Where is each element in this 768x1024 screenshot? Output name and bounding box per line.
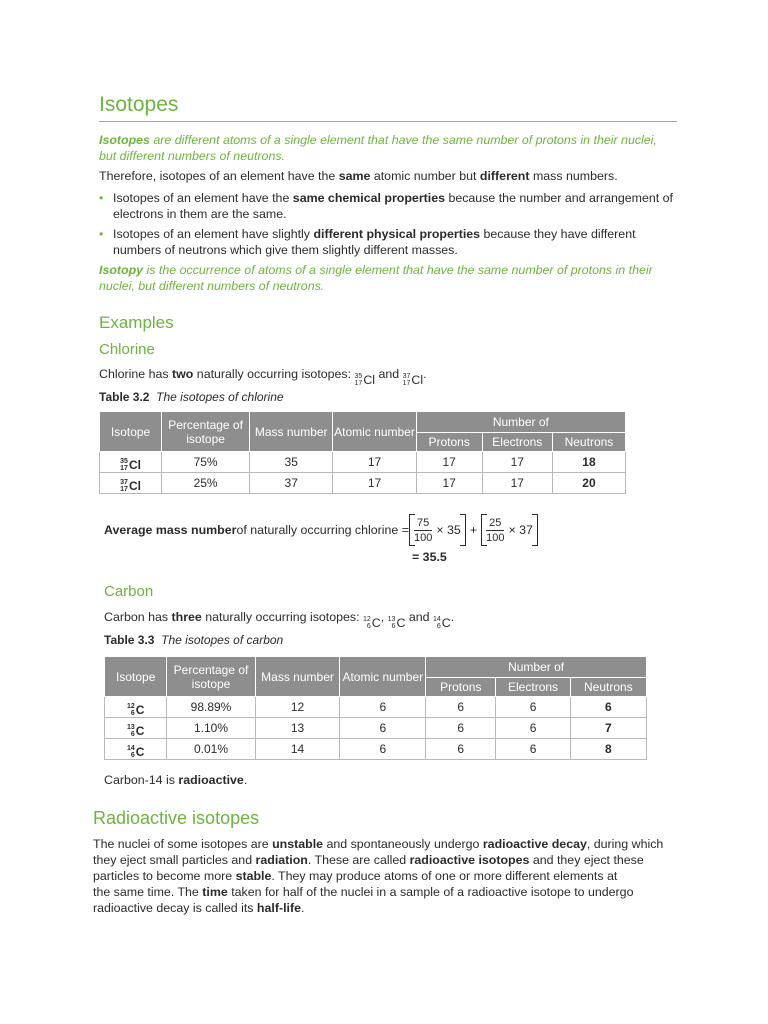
nuclide-c14 (433, 615, 451, 631)
nuclide-symbol: Cl (128, 479, 141, 493)
carbon-note-bold: radioactive (178, 773, 244, 787)
cell-mass-number: 13 (255, 718, 340, 739)
caption-label: Table 3.2 (99, 390, 150, 404)
fraction-numerator: 75 (414, 516, 432, 531)
table-row (100, 473, 626, 494)
nuclide-c12 (127, 703, 144, 717)
radio-text-6: and they eject these (529, 853, 644, 867)
average-mass-equation (104, 512, 538, 548)
carbon-intro (104, 609, 689, 631)
section-title-isotopes: Isotopes (99, 93, 179, 116)
carbon-and: and (405, 610, 433, 624)
nuclide-mass: 35 (120, 458, 128, 465)
therefore-text-a: Therefore, isotopes of an element have the (99, 169, 339, 183)
cell-isotope (100, 473, 162, 494)
carbon-note-c: . (243, 773, 248, 787)
radio-bold-half-life: half-life (256, 901, 301, 915)
nuclide-symbol: C (371, 616, 381, 630)
therefore-text-b: atomic number but (370, 169, 480, 183)
radio-bold-isotopes: radioactive isotopes (409, 853, 530, 867)
nuclide-mass: 14 (432, 616, 441, 623)
bullet2-text-a: Isotopes of an element have slightly (113, 227, 314, 241)
section-title-examples: Examples (99, 313, 174, 332)
col-header-electrons: Electrons (496, 678, 570, 697)
caption-text: The isotopes of carbon (161, 633, 284, 647)
radio-text-5: . These are called (307, 853, 410, 867)
chlorine-intro-a: Chlorine has (99, 367, 173, 381)
nuclide-number: 17 (354, 380, 363, 387)
radio-bold-decay: radioactive decay (482, 837, 587, 851)
cell-protons: 6 (426, 697, 496, 718)
cell-percentage: 25% (162, 473, 250, 494)
chlorine-end: . (423, 367, 427, 381)
carbon-14-note (104, 772, 689, 788)
cell-isotope (100, 452, 162, 473)
table-caption-chlorine (99, 390, 284, 404)
cell-electrons: 6 (496, 718, 570, 739)
average-mass-result: = 35.5 (412, 550, 447, 564)
nuclide-number: 6 (130, 710, 135, 717)
fraction-numerator: 25 (486, 516, 504, 531)
nuclide-mass: 12 (363, 616, 371, 623)
cell-protons: 6 (426, 718, 496, 739)
cell-electrons: 17 (482, 473, 552, 494)
cell-mass-number: 35 (250, 452, 333, 473)
caption-text: The isotopes of chlorine (156, 390, 284, 404)
radio-bold-unstable: unstable (272, 837, 324, 851)
bullet-dot-icon: • (99, 227, 104, 241)
nuclide-number: 6 (391, 623, 396, 630)
cell-isotope (105, 718, 167, 739)
table-row (105, 718, 647, 739)
bullet1-text-c: because the number and arrangement of electrons in them are the same. (113, 191, 673, 221)
carbon-sep: , (380, 610, 388, 624)
col-header-atomic-number: Atomic number (340, 657, 426, 697)
cell-isotope (105, 697, 167, 718)
col-header-protons: Protons (426, 678, 496, 697)
col-header-neutrons: Neutrons (552, 433, 625, 452)
radio-text-10: taken for half of the nuclei in a sample of a radioactive isotope to undergo (227, 885, 634, 899)
cell-electrons: 6 (496, 697, 570, 718)
bullet-text (113, 190, 683, 222)
nuclide-c13 (127, 724, 144, 738)
title-underline (99, 121, 677, 122)
nuclide-number: 17 (120, 465, 128, 472)
nuclide-symbol: C (441, 616, 451, 630)
definition-term: Isotopes (99, 133, 150, 147)
nuclide-c12 (363, 615, 381, 631)
cell-atomic-number: 17 (333, 473, 416, 494)
nuclide-number: 17 (402, 380, 411, 387)
radioactive-paragraph (93, 836, 683, 916)
carbon-end: . (450, 610, 455, 624)
isotopy-text-2: nuclei, but different numbers of neutrons. (99, 279, 325, 293)
chlorine-isotopes-table (99, 411, 626, 494)
col-header-percentage: Percentage of isotope (167, 657, 255, 697)
cell-percentage: 0.01% (167, 739, 255, 760)
cell-protons: 6 (426, 739, 496, 760)
nuclide-symbol: C (135, 745, 145, 759)
nuclide-cl37 (403, 372, 424, 388)
col-header-mass-number: Mass number (255, 657, 340, 697)
fraction-1 (414, 516, 432, 545)
cell-neutrons: 6 (570, 697, 646, 718)
nuclide-number: 6 (130, 752, 135, 759)
chlorine-intro (99, 366, 684, 388)
nuclide-mass: 12 (126, 703, 135, 710)
definition-text-1: are different atoms of a single element that have the same number of protons in their nuclei, (149, 133, 657, 147)
chlorine-intro-c: naturally occurring isotopes: (193, 367, 355, 381)
therefore-text-c: mass numbers. (529, 169, 618, 183)
col-header-neutrons: Neutrons (570, 678, 646, 697)
avg-label-rest: of naturally occurring chlorine = (236, 523, 409, 537)
radio-text-9: the same time. The (93, 885, 203, 899)
col-header-atomic-number: Atomic number (333, 412, 416, 452)
cell-mass-number: 14 (255, 739, 340, 760)
cell-mass-number: 12 (255, 697, 340, 718)
col-header-protons: Protons (416, 433, 482, 452)
nuclide-mass: 14 (126, 745, 135, 752)
radio-text-4: they eject small particles and (93, 853, 256, 867)
cell-percentage: 98.89% (167, 697, 255, 718)
cell-atomic-number: 6 (340, 697, 426, 718)
therefore-same: same (338, 169, 371, 183)
nuclide-mass: 35 (354, 373, 363, 380)
cell-percentage: 75% (162, 452, 250, 473)
cell-atomic-number: 6 (340, 718, 426, 739)
multiplier-1: × 35 (436, 523, 461, 537)
radio-bold-radiation: radiation (255, 853, 308, 867)
cell-atomic-number: 17 (333, 452, 416, 473)
section-title-radioactive-isotopes: Radioactive isotopes (93, 808, 260, 828)
bullet2-text-c: because they have different numbers of neutrons which give them slightly different masses. (113, 227, 636, 257)
bullet1-text-a: Isotopes of an element have the (113, 191, 293, 205)
nuclide-symbol: Cl (411, 373, 424, 387)
table-row (105, 739, 647, 760)
cell-electrons: 6 (496, 739, 570, 760)
cell-neutrons: 20 (552, 473, 625, 494)
bracket-term-2 (481, 514, 538, 546)
carbon-note-a: Carbon-14 is (104, 773, 179, 787)
col-header-isotope: Isotope (100, 412, 162, 452)
nuclide-mass: 13 (387, 616, 396, 623)
nuclide-number: 17 (120, 486, 128, 493)
col-header-mass-number: Mass number (250, 412, 333, 452)
nuclide-symbol: C (135, 724, 145, 738)
nuclide-c14 (127, 745, 144, 759)
chlorine-intro-count: two (172, 367, 194, 381)
bullet-text (113, 226, 683, 258)
nuclide-number: 6 (130, 731, 135, 738)
radio-text-12: . (300, 901, 305, 915)
radio-text-11: radioactive decay is called its (93, 901, 257, 915)
avg-label-bold: Average mass number (104, 523, 237, 537)
radio-text-8: . They may produce atoms of one or more different elements at (271, 869, 618, 883)
col-header-electrons: Electrons (482, 433, 552, 452)
nuclide-mass: 37 (120, 479, 128, 486)
bullet1-bold: same chemical properties (292, 191, 445, 205)
carbon-intro-count: three (171, 610, 202, 624)
table-row (105, 697, 647, 718)
nuclide-cl37 (120, 479, 141, 493)
carbon-intro-c: naturally occurring isotopes: (201, 610, 363, 624)
nuclide-symbol: C (135, 703, 145, 717)
bracket-term-1 (409, 514, 466, 546)
caption-label: Table 3.3 (104, 633, 155, 647)
cell-electrons: 17 (482, 452, 552, 473)
cell-atomic-number: 6 (340, 739, 426, 760)
table-caption-carbon (104, 633, 283, 647)
nuclide-cl35 (355, 372, 376, 388)
cell-neutrons: 18 (552, 452, 625, 473)
radio-bold-time: time (202, 885, 228, 899)
isotopes-definition (99, 132, 684, 164)
radio-text-2: and spontaneously undergo (323, 837, 483, 851)
nuclide-symbol: Cl (363, 373, 376, 387)
cell-protons: 17 (416, 452, 482, 473)
col-header-number-of: Number of (426, 657, 647, 678)
col-header-isotope: Isotope (105, 657, 167, 697)
nuclide-number: 6 (366, 623, 371, 630)
table-row (100, 452, 626, 473)
cell-mass-number: 37 (250, 473, 333, 494)
multiplier-2: × 37 (508, 523, 533, 537)
subsection-title-chlorine: Chlorine (99, 341, 155, 358)
cell-isotope (105, 739, 167, 760)
fraction-denominator: 100 (414, 531, 433, 544)
chlorine-and: and (375, 367, 403, 381)
therefore-different: different (479, 169, 530, 183)
radio-text-7: particles to become more (93, 869, 236, 883)
bullet2-bold: different physical properties (313, 227, 481, 241)
plus-sign: + (469, 523, 478, 537)
nuclide-cl35 (120, 458, 141, 472)
carbon-intro-a: Carbon has (104, 610, 172, 624)
nuclide-c13 (388, 615, 406, 631)
nuclide-mass: 13 (126, 724, 135, 731)
radio-bold-stable: stable (235, 869, 272, 883)
definition-text-2: but different numbers of neutrons. (99, 149, 285, 163)
nuclide-symbol: C (396, 616, 406, 630)
therefore-statement (99, 168, 684, 184)
nuclide-mass: 37 (402, 373, 411, 380)
subsection-title-carbon: Carbon (104, 583, 154, 600)
col-header-number-of: Number of (416, 412, 625, 433)
bullet-dot-icon: • (99, 191, 104, 205)
isotopy-definition (99, 262, 684, 294)
cell-neutrons: 8 (570, 739, 646, 760)
fraction-2 (486, 516, 504, 545)
radio-text-3: , during which (586, 837, 664, 851)
radio-text-1: The nuclei of some isotopes are (93, 837, 273, 851)
nuclide-symbol: Cl (128, 458, 141, 472)
isotopy-term: Isotopy (99, 263, 144, 277)
col-header-percentage: Percentage of isotope (162, 412, 250, 452)
nuclide-number: 6 (436, 623, 441, 630)
cell-percentage: 1.10% (167, 718, 255, 739)
carbon-isotopes-table (104, 656, 647, 760)
fraction-denominator: 100 (486, 531, 505, 544)
cell-protons: 17 (416, 473, 482, 494)
isotopy-text-1: is the occurrence of atoms of a single element that have the same number of protons in their (143, 263, 653, 277)
cell-neutrons: 7 (570, 718, 646, 739)
